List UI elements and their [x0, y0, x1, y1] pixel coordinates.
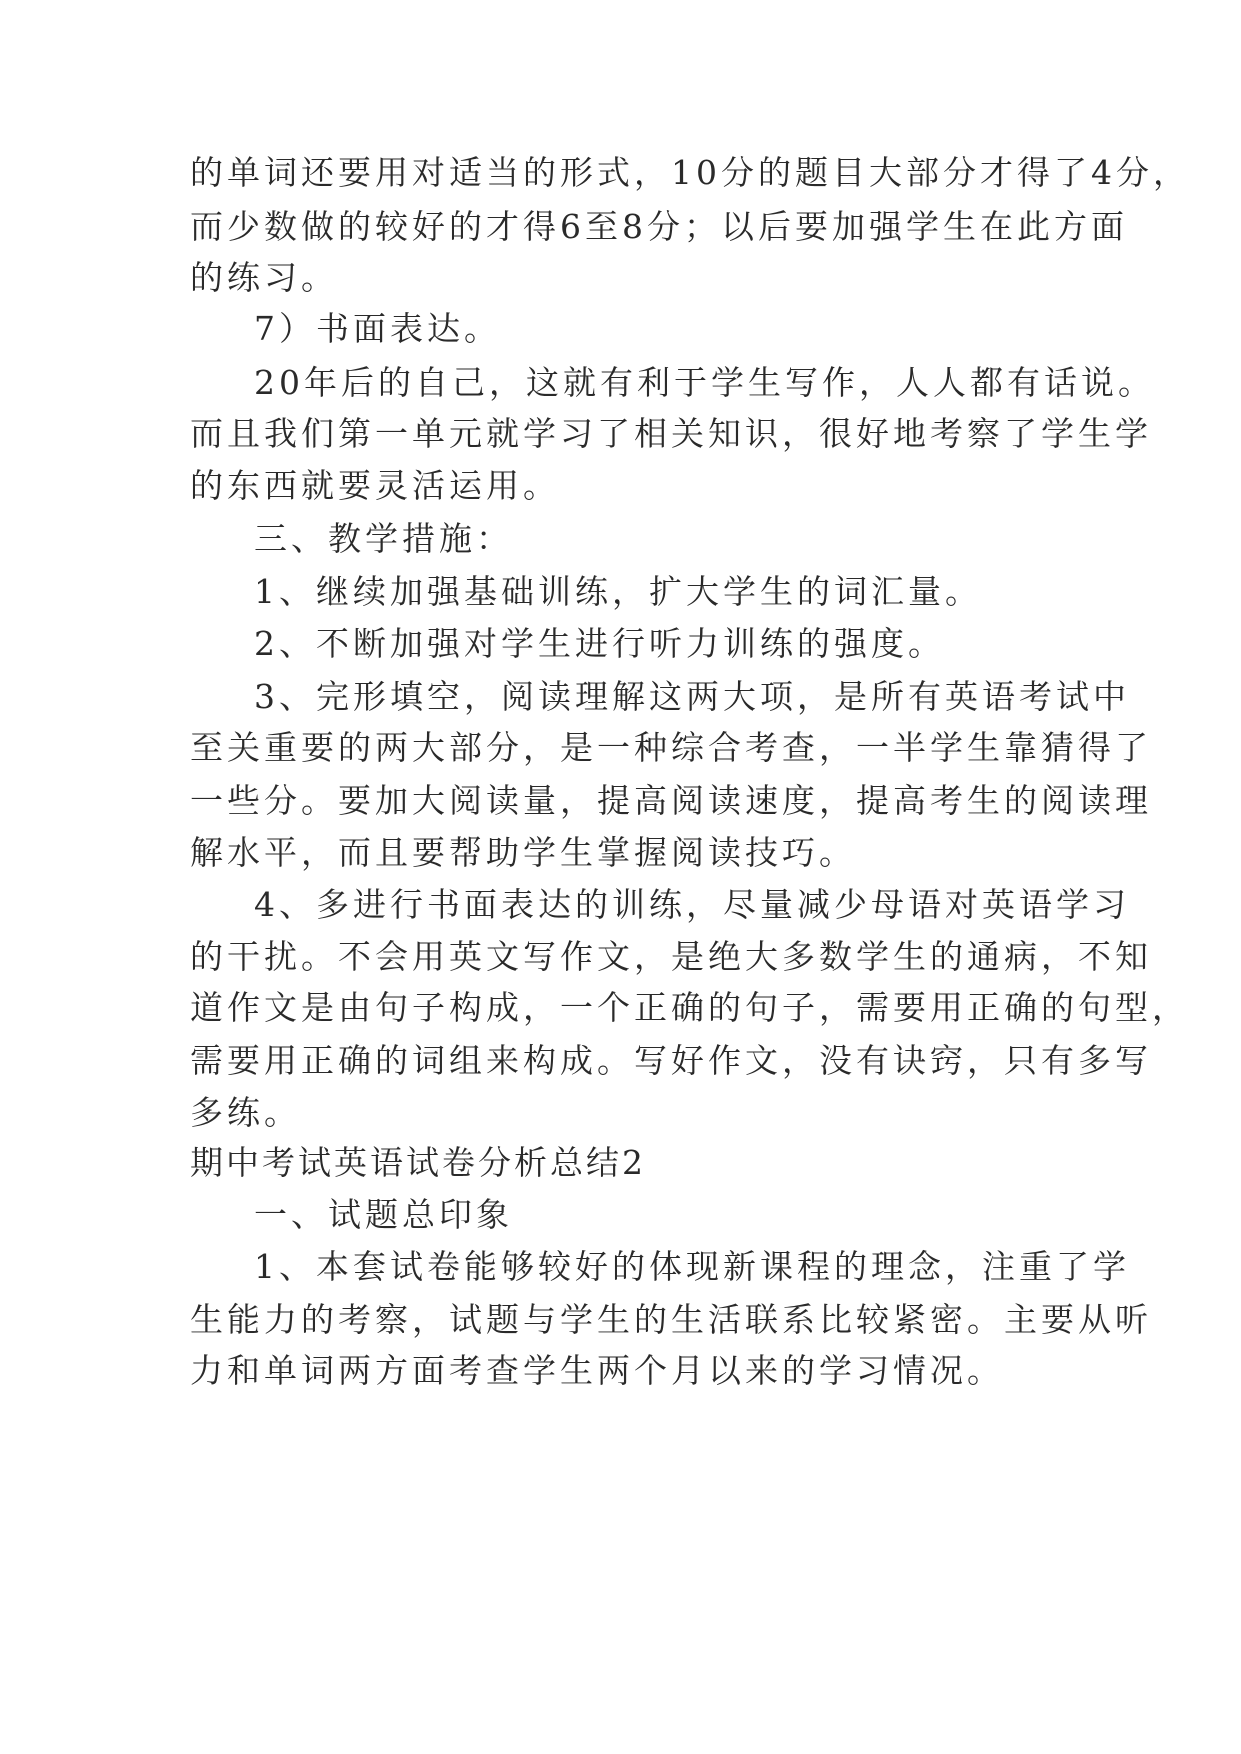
text-line: 的东西就要灵活运用。 — [190, 466, 560, 505]
text-line: 而少数做的较好的才得6至8分；以后要加强学生在此方面 — [190, 207, 1128, 246]
text-line: 力和单词两方面考查学生两个月以来的学习情况。 — [190, 1351, 1004, 1390]
text-line: 一些分。要加大阅读量，提高阅读速度，提高考生的阅读理 — [190, 781, 1152, 820]
text-line: 的单词还要用对适当的形式，10分的题目大部分才得了4分， — [190, 153, 1190, 192]
section-heading: 三、教学措施： — [254, 519, 513, 558]
text-line: 解水平，而且要帮助学生掌握阅读技巧。 — [190, 833, 856, 872]
list-item: 1、本套试卷能够较好的体现新课程的理念，注重了学 — [254, 1247, 1130, 1286]
document-title: 期中考试英语试卷分析总结2 — [190, 1143, 646, 1182]
text-line: 20年后的自己，这就有利于学生写作，人人都有话说。 — [254, 363, 1155, 402]
text-line: 道作文是由句子构成，一个正确的句子，需要用正确的句型， — [190, 988, 1189, 1027]
text-line: 生能力的考察，试题与学生的生活联系比较紧密。主要从听 — [190, 1300, 1152, 1339]
text-line: 的干扰。不会用英文写作文，是绝大多数学生的通病，不知 — [190, 937, 1152, 976]
list-item: 1、继续加强基础训练，扩大学生的词汇量。 — [254, 572, 982, 611]
text-line: 需要用正确的词组来构成。写好作文，没有诀窍，只有多写 — [190, 1041, 1152, 1080]
section-heading: 一、试题总印象 — [254, 1195, 513, 1234]
section-heading: 7）书面表达。 — [254, 309, 501, 348]
list-item: 3、完形填空，阅读理解这两大项，是所有英语考试中 — [254, 677, 1130, 716]
text-line: 的练习。 — [190, 258, 338, 297]
text-line: 至关重要的两大部分，是一种综合考查，一半学生靠猜得了 — [190, 728, 1152, 767]
text-line: 多练。 — [190, 1093, 301, 1132]
list-item: 4、多进行书面表达的训练，尽量减少母语对英语学习 — [254, 885, 1130, 924]
text-line: 而且我们第一单元就学习了相关知识，很好地考察了学生学 — [190, 414, 1152, 453]
list-item: 2、不断加强对学生进行听力训练的强度。 — [254, 624, 945, 663]
